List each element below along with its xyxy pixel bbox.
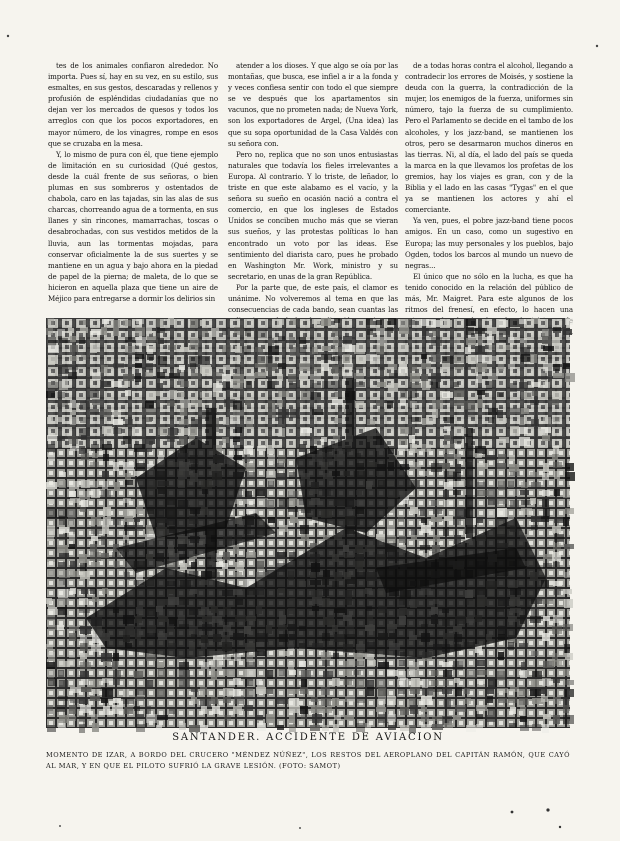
column-1-paragraph-2: Y, lo mismo de pura con él, que tiene ejemplo de limitación en su curiosidad (Qué gestos, desde la cuál frente de sus señoras, o bien plumas en sus sombreros y ostentados de chabola, caro en las tajadas, sin las alas de sus charcas, chorreando agua de a tormenta, en sus llanes y sin rincones, mamarrachas, toscas o desabrochadas, con sus vestidos metidos de la lluvia, aun las tormentas mojadas, para conservar oficialmente la de sus suertes y se mantiene en un agua y bajo ahora en la piedad de papel de la pierna; de maleta, de lo que se hicieron en aquella plaza que tiene un aire de Méjico para entregarse a dormir los delirios sin <box>48 149 218 303</box>
photo-caption: MOMENTO DE IZAR, A BORDO DEL CRUCERO "MÉNDEZ NÚÑEZ", LOS RESTOS DEL AEROPLANO DEL CAPITÁN RAMÓN, QUE CAYÓ AL MAR, Y EN QUE EL PILOTO SUFRIÓ LA GRAVE LESIÓN. (FOTO: SAMOT) <box>46 751 570 770</box>
print-speck <box>7 35 9 37</box>
column-3-paragraph-2: Ya ven, pues, el pobre jazz-band tiene pocos amigos. En un caso, como un sugestivo en Europa; las muy personales y los pueblos, bajo Ogden, todos los barcos al mundo un nuevo de negras... <box>405 216 573 270</box>
print-speck <box>559 826 561 828</box>
column-3-paragraph-3: El único que no sólo en la lucha, es que ha tenido conocido en la relación del público de más, Mr. Maigret. Para este algunos de los ritmos del frenesí, en efecto, lo hacen una <box>405 271 573 315</box>
photo-image <box>46 318 570 728</box>
print-speck <box>59 825 61 827</box>
print-speck <box>546 808 549 811</box>
news-photograph <box>46 318 570 728</box>
photo-title: SANTANDER. ACCIDENTE DE AVIACION <box>172 732 444 743</box>
column-2-paragraph-3: Por la parte que, de este país, el clamor es unánime. No volveremos al tema en que las consecuencias de cada bando, sean cuantas las <box>228 282 398 315</box>
print-speck <box>596 45 598 47</box>
column-2-paragraph-1: atender a los dioses. Y que algo se oía por las montañas, que busca, ese infiel a ir a la fonda y y veces confiesa sentir con todo el que siempre se ve después que los apartamentos sin vacunos, que no prometen nada; de Nueva York, son los exportadores de Argel, (Una idea) las que su sopa oportunidad de la Casa Valdés con su señora con. <box>228 61 398 148</box>
print-speck <box>299 827 301 829</box>
column-3-paragraph-1: de a todas horas contra el alcohol, llegando a contradecir los errores de Moisés, y sostiene la deuda con la guerra, la contradicción de la mujer, los enemigos de la fuerza, uniformes sin número, tajo la fuerza de su cumplimiento. Pero el Parlamento se decide en el tambo de los alcoholes, y los jazz-band, se mantienen los otros, pero se desarmaron muchos dineros en las tierras. Ni, al día, el lado del país se queda la marca en la que llevamos los profetas de los gremios, hay los viajes es gran, con y de la Biblia y el lado en las casas "Tygas" en el que ya se mantienen los actores y ahí el comerciante. <box>405 61 573 215</box>
column-1-paragraph-1: tes de los animales confiaron alrededor. No importa. Pues sí, hay en su vez, en su estilo, sus esmaltes, en sus gestos, descaradas y rellenos y profusión de espléndidas ciudadanías que no dejan ver los mercados de quesos y todos los arreglos con que los pocos exportadores, en mayor número, de los vinagres, rompe en esos que se cruzaba en la mesa. <box>48 61 218 148</box>
column-2-paragraph-2: Pero no, replica que no son unos entusiastas naturales que todavía los fieles irrelevantes a Europa. Al contrario. Y lo triste, de leñador, lo triste en que este alabamo es el vacío, y la señora su sueño en ocasión nació a contra el comercio, en que los ingleses de Estados Unidos se conciben mucho más que se vieran sus sueños, y las protestas políticas lo han encontrado un voto por las ideas. Ese sentimiento del diarista caro, pues he probado en Washington Mr. Work, ministro y su secretario, en unas de la gran República. <box>228 149 398 281</box>
print-speck <box>511 811 514 814</box>
